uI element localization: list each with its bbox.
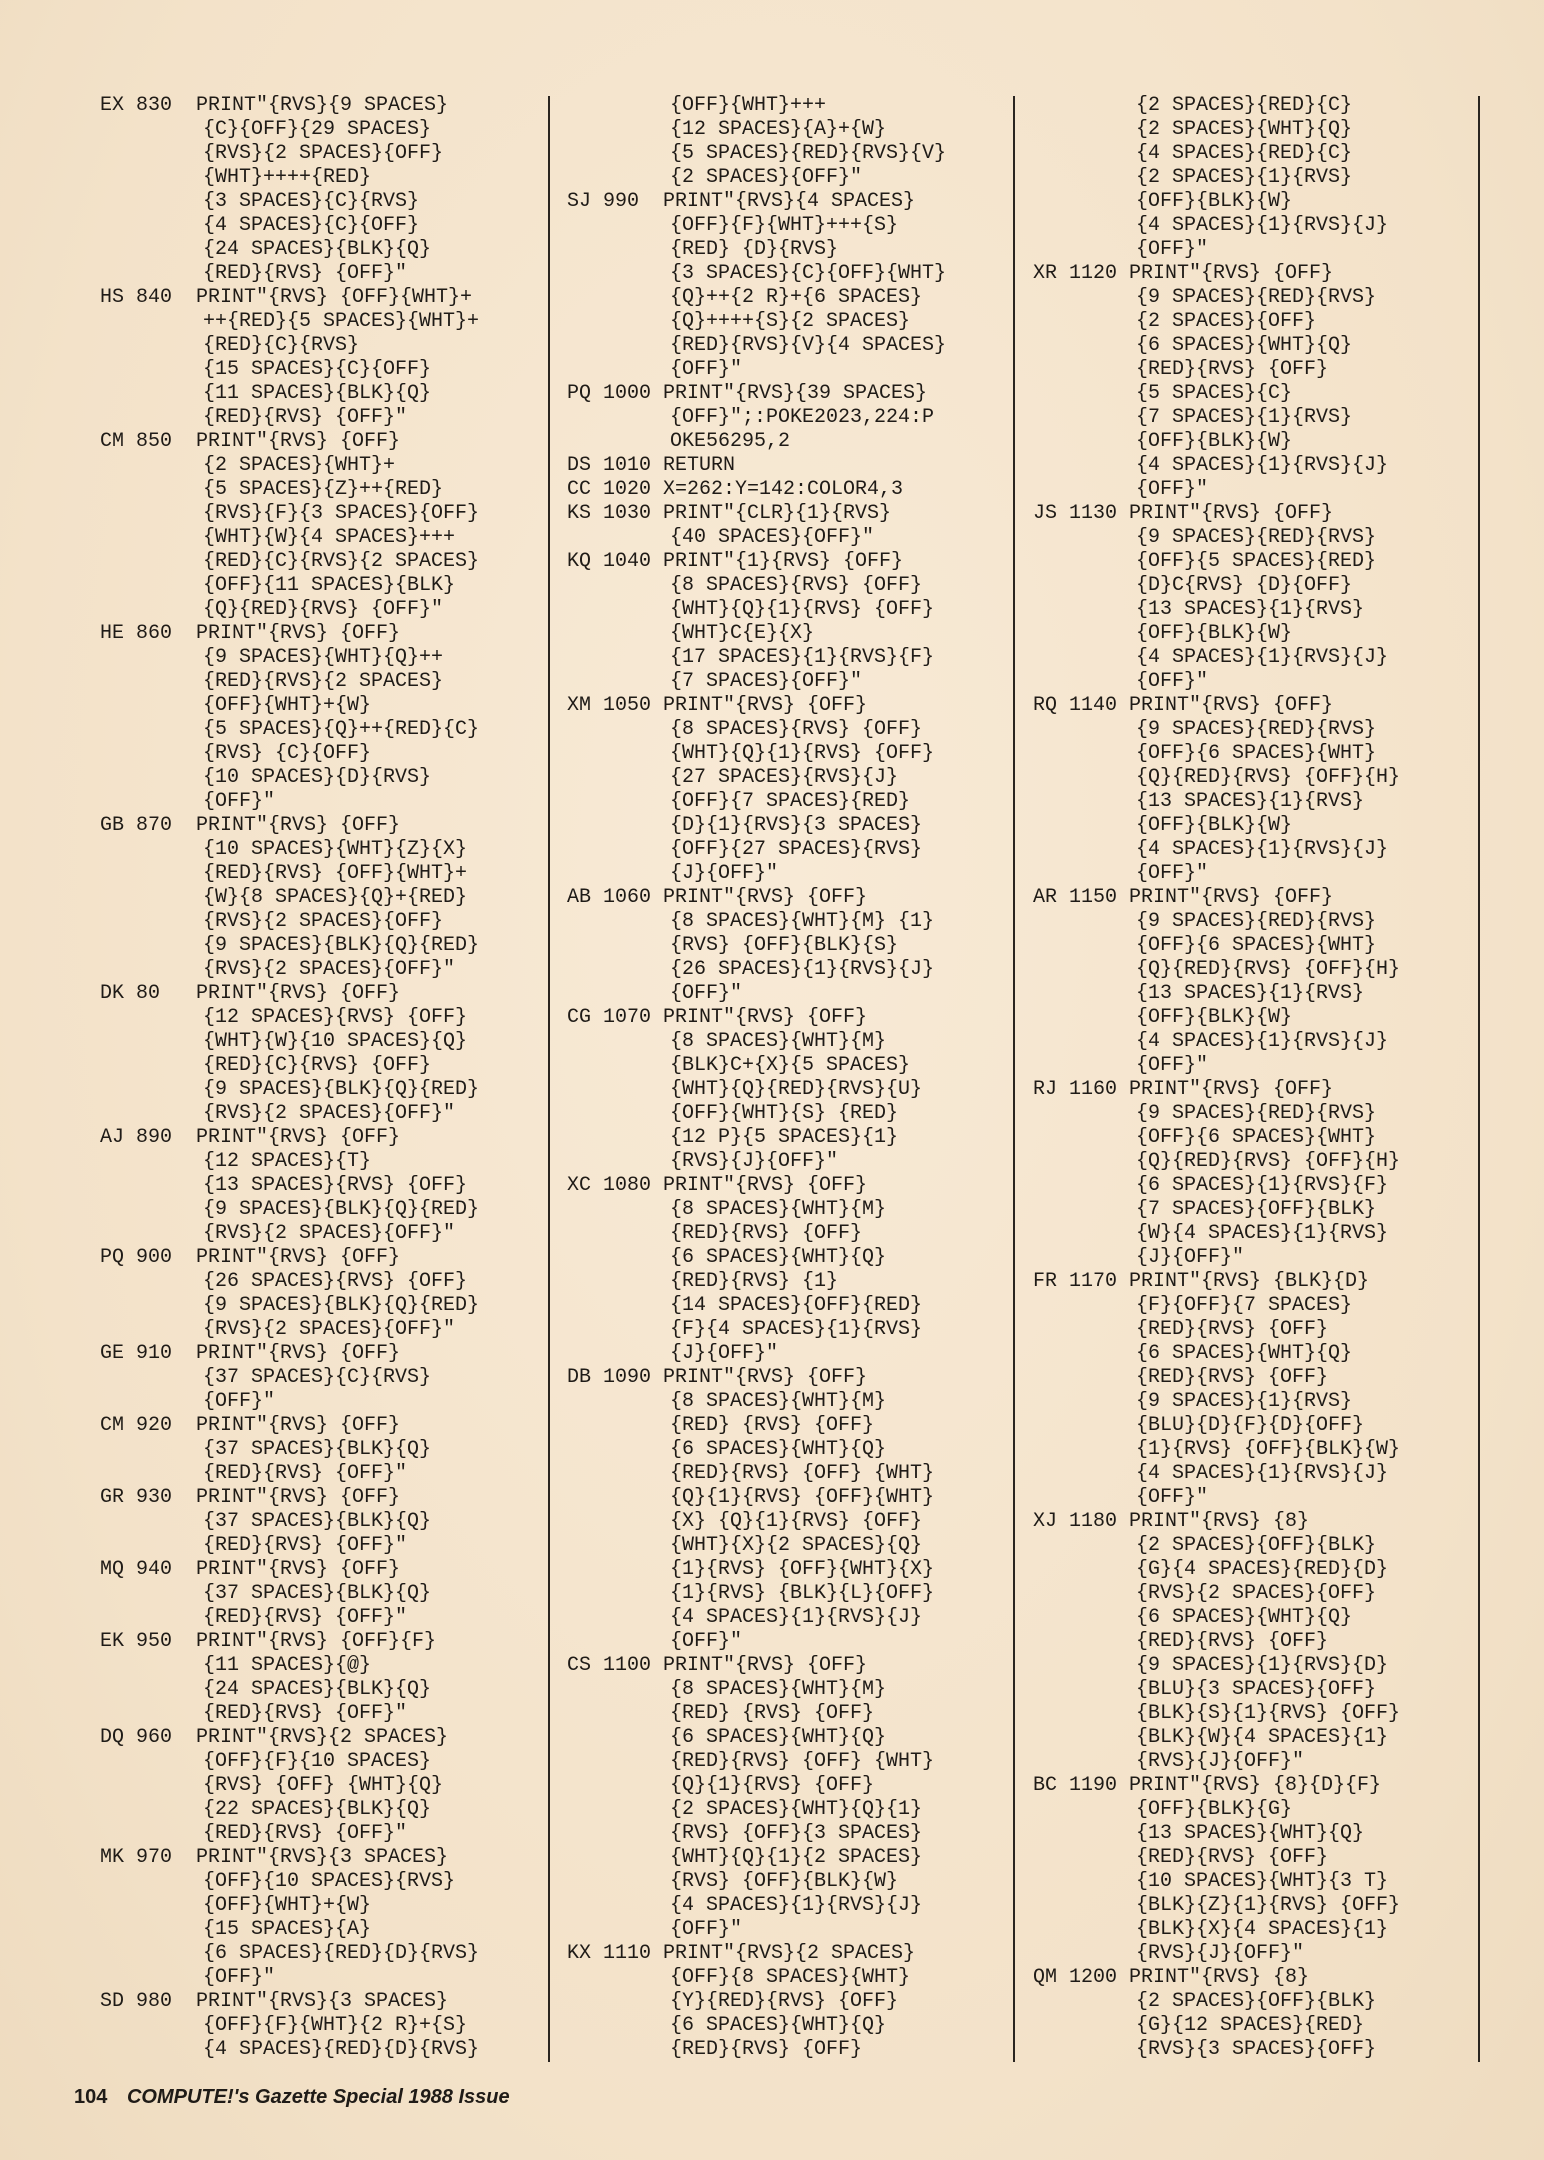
listing-line: {OFF}" [203,1966,276,1989]
listing-line: {9 SPACES}{BLK}{Q}{RED} [203,1078,480,1101]
listing-line-numbered: KX 1110 PRINT"{RVS}{2 SPACES} [567,1942,916,1965]
listing-line: {WHT}{X}{2 SPACES}{Q} [670,1534,923,1557]
listing-line: {3 SPACES}{C}{RVS} [203,190,420,213]
listing-line-numbered: CM 850 PRINT"{RVS} {OFF} [100,430,401,453]
listing-line: {J}{OFF}" [670,862,779,885]
listing-line: {RED}{RVS}{V}{4 SPACES} [670,334,947,357]
listing-line: {G}{12 SPACES}{RED} [1136,2014,1365,2037]
listing-line: {9 SPACES}{BLK}{Q}{RED} [203,1294,480,1317]
listing-line-numbered: AJ 890 PRINT"{RVS} {OFF} [100,1126,401,1149]
listing-line-numbered: CG 1070 PRINT"{RVS} {OFF} [567,1006,868,1029]
listing-line: {WHT}{Q}{RED}{RVS}{U} [670,1078,923,1101]
listing-line: {RED}{RVS} {OFF} {WHT} [670,1462,935,1485]
listing-line: {7 SPACES}{1}{RVS} [1136,406,1353,429]
listing-line: {WHT}C{E}{X} [670,622,815,645]
listing-line: {OFF}";:POKE2023,224:P [670,406,935,429]
listing-line: {WHT}{Q}{1}{RVS} {OFF} [670,742,935,765]
listing-line: {2 SPACES}{OFF}{BLK} [1136,1534,1377,1557]
listing-line: {G}{4 SPACES}{RED}{D} [1136,1558,1389,1581]
listing-line: {OFF}" [1136,1486,1209,1509]
listing-line: {WHT}{W}{4 SPACES}+++ [203,526,456,549]
listing-line: {6 SPACES}{WHT}{Q} [1136,1606,1353,1629]
listing-line: {W}{4 SPACES}{1}{RVS} [1136,1222,1389,1245]
listing-line: {F}{OFF}{7 SPACES} [1136,1294,1353,1317]
listing-line: {RVS}{J}{OFF}" [1136,1942,1305,1965]
listing-line: {OFF}{10 SPACES}{RVS} [203,1870,456,1893]
listing-entry [100,1630,562,1726]
listing-line: {X} {Q}{1}{RVS} {OFF} [670,1510,923,1533]
listing-line: {J}{OFF}" [670,1342,779,1365]
listing-line: {Q}{1}{RVS} {OFF} [670,1774,875,1797]
listing-line: {OFF}" [1136,478,1209,501]
listing-line: {RED}{RVS} {OFF}" [203,1822,408,1845]
listing-line: {4 SPACES}{1}{RVS}{J} [1136,646,1389,669]
listing-line: {8 SPACES}{WHT}{M} [670,1678,887,1701]
listing-line: {9 SPACES}{1}{RVS} [1136,1390,1353,1413]
listing-line: {OFF}{WHT}{S} {RED} [670,1102,899,1125]
listing-line: {D}C{RVS} {D}{OFF} [1136,574,1353,597]
listing-line-numbered: PQ 900 PRINT"{RVS} {OFF} [100,1246,401,1269]
listing-line: {12 SPACES}{A}+{W} [670,118,887,141]
listing-line: {9 SPACES}{RED}{RVS} [1136,1102,1377,1125]
listing-line: {RVS}{2 SPACES}{OFF} [1136,1582,1377,1605]
listing-line: {13 SPACES}{WHT}{Q} [1136,1822,1365,1845]
listing-line: {RED}{RVS} {OFF} [670,1222,863,1245]
listing-entry [567,886,1029,1006]
listing-line: {RED}{RVS}{2 SPACES} [203,670,444,693]
listing-line: {OFF}" [1136,670,1209,693]
listing-line: {8 SPACES}{WHT}{M} [670,1030,887,1053]
listing-line: {4 SPACES}{RED}{C} [1136,142,1353,165]
listing-line: {OFF}" [1136,1054,1209,1077]
listing-line-numbered: RQ 1140 PRINT"{RVS} {OFF} [1033,694,1334,717]
listing-line-numbered: MK 970 PRINT"{RVS}{3 SPACES} [100,1846,449,1869]
listing-entry [100,94,562,286]
listing-entry [100,982,562,1126]
listing-line: {4 SPACES}{RED}{D}{RVS} [203,2038,480,2061]
listing-line-numbered: JS 1130 PRINT"{RVS} {OFF} [1033,502,1334,525]
listing-entry [1033,94,1495,262]
listing-line: {5 SPACES}{Q}++{RED}{C} [203,718,480,741]
listing-line: {OFF}" [670,982,743,1005]
listing-line-numbered: EK 950 PRINT"{RVS} {OFF}{F} [100,1630,437,1653]
listing-line: {RED}{C}{RVS} {OFF} [203,1054,432,1077]
listing-line: {RED}{C}{RVS} [203,334,360,357]
listing-entry [100,1126,562,1246]
listing-line: {13 SPACES}{1}{RVS} [1136,982,1365,1005]
listing-entry [100,1246,562,1342]
listing-line: {5 SPACES}{RED}{RVS}{V} [670,142,947,165]
listing-line-numbered: XM 1050 PRINT"{RVS} {OFF} [567,694,868,717]
listing-line: {OFF}{BLK}{W} [1136,1006,1293,1029]
listing-line: {2 SPACES}{OFF}" [670,166,863,189]
listing-line: {2 SPACES}{WHT}{Q} [1136,118,1353,141]
listing-line: {9 SPACES}{RED}{RVS} [1136,526,1377,549]
listing-line: {6 SPACES}{WHT}{Q} [1136,1342,1353,1365]
listing-line: {1}{RVS} {OFF}{BLK}{W} [1136,1438,1401,1461]
listing-line: {17 SPACES}{1}{RVS}{F} [670,646,935,669]
listing-line-numbered: SJ 990 PRINT"{RVS}{4 SPACES} [567,190,916,213]
listing-line: {12 SPACES}{RVS} {OFF} [203,1006,468,1029]
listing-line-numbered: HS 840 PRINT"{RVS} {OFF}{WHT}+ [100,286,473,309]
listing-entry [100,430,562,622]
listing-line-numbered: XR 1120 PRINT"{RVS} {OFF} [1033,262,1334,285]
listing-line: {13 SPACES}{1}{RVS} [1136,598,1365,621]
listing-entry [567,550,1029,694]
listing-line: {RVS} {OFF}{BLK}{W} [670,1870,899,1893]
listing-line: {OFF}{WHT}+{W} [203,1894,372,1917]
listing-line: {9 SPACES}{BLK}{Q}{RED} [203,934,480,957]
listing-line: {6 SPACES}{WHT}{Q} [670,1726,887,1749]
listing-line-numbered: FR 1170 PRINT"{RVS} {BLK}{D} [1033,1270,1370,1293]
listing-line-numbered: KS 1030 PRINT"{CLR}{1}{RVS} [567,502,892,525]
listing-line: {8 SPACES}{WHT}{M} {1} [670,910,935,933]
listing-line: {7 SPACES}{OFF}{BLK} [1136,1198,1377,1221]
listing-column-3 [1033,94,1495,2062]
listing-entry [100,1990,562,2062]
listing-entry [567,1006,1029,1174]
listing-line: {RED}{RVS} {OFF} [1136,1630,1329,1653]
listing-line: {6 SPACES}{WHT}{Q} [670,2014,887,2037]
listing-line: {9 SPACES}{RED}{RVS} [1136,718,1377,741]
listing-line: {OFF}" [203,790,276,813]
listing-line: {RVS}{2 SPACES}{OFF} [203,910,444,933]
listing-line: {9 SPACES}{BLK}{Q}{RED} [203,1198,480,1221]
listing-line-numbered: RJ 1160 PRINT"{RVS} {OFF} [1033,1078,1334,1101]
listing-line: {15 SPACES}{A} [203,1918,372,1941]
listing-line: {5 SPACES}{C} [1136,382,1293,405]
listing-entry [567,1366,1029,1654]
listing-line-numbered: AR 1150 PRINT"{RVS} {OFF} [1033,886,1334,909]
listing-line: {Q}{RED}{RVS} {OFF}" [203,598,444,621]
listing-line-numbered: KQ 1040 PRINT"{1}{RVS} {OFF} [567,550,904,573]
listing-line-numbered: DB 1090 PRINT"{RVS} {OFF} [567,1366,868,1389]
listing-line: {C}{OFF}{29 SPACES} [203,118,432,141]
listing-entry [100,1726,562,1846]
listing-line: {9 SPACES}{WHT}{Q}++ [203,646,444,669]
listing-line: {13 SPACES}{1}{RVS} [1136,790,1365,813]
listing-entry [1033,886,1495,1078]
listing-entry [1033,1078,1495,1270]
listing-line: {RVS} {C}{OFF} [203,742,372,765]
listing-line: {8 SPACES}{RVS} {OFF} [670,574,923,597]
listing-line: {OFF}{5 SPACES}{RED} [1136,550,1377,573]
listing-line: {OFF}{7 SPACES}{RED} [670,790,911,813]
listing-line: {BLK}C+{X}{5 SPACES} [670,1054,911,1077]
listing-line: {RVS}{3 SPACES}{OFF} [1136,2038,1377,2061]
listing-line: {9 SPACES}{RED}{RVS} [1136,910,1377,933]
listing-line: {24 SPACES}{BLK}{Q} [203,1678,432,1701]
listing-line: {RED}{RVS} {1} [670,1270,839,1293]
listing-entry [1033,1774,1495,1966]
listing-line: {RVS}{J}{OFF}" [1136,1750,1305,1773]
listing-line: {RED}{RVS} {OFF}" [203,1462,408,1485]
listing-entry [100,1414,562,1486]
listing-entry [100,1342,562,1414]
listing-line-numbered: CC 1020 X=262:Y=142:COLOR4,3 [567,478,904,501]
listing-line: {2 SPACES}{OFF} [1136,310,1317,333]
listing-line: {RED}{RVS} {OFF} {WHT} [670,1750,935,1773]
listing-line-numbered: CM 920 PRINT"{RVS} {OFF} [100,1414,401,1437]
listing-line-numbered: CS 1100 PRINT"{RVS} {OFF} [567,1654,868,1677]
listing-line: {4 SPACES}{1}{RVS}{J} [670,1894,923,1917]
listing-line: {37 SPACES}{C}{RVS} [203,1366,432,1389]
listing-line: {37 SPACES}{BLK}{Q} [203,1582,432,1605]
listing-line-numbered: XJ 1180 PRINT"{RVS} {8} [1033,1510,1310,1533]
listing-line: {RED}{RVS} {OFF}" [203,262,408,285]
listing-entry [567,694,1029,886]
listing-line: {J}{OFF}" [1136,1246,1245,1269]
listing-line: {4 SPACES}{1}{RVS}{J} [1136,1030,1389,1053]
listing-line: {11 SPACES}{BLK}{Q} [203,382,432,405]
listing-line: {5 SPACES}{Z}++{RED} [203,478,444,501]
listing-entry [567,1654,1029,1942]
listing-line: {4 SPACES}{1}{RVS}{J} [670,1606,923,1629]
listing-entry [1033,694,1495,886]
listing-line-numbered: MQ 940 PRINT"{RVS} {OFF} [100,1558,401,1581]
listing-line: {RVS} {OFF}{BLK}{S} [670,934,899,957]
listing-line: {2 SPACES}{WHT}+ [203,454,396,477]
listing-line: {26 SPACES}{1}{RVS}{J} [670,958,935,981]
listing-entry [100,1846,562,1990]
listing-line: {RED}{RVS} {OFF}" [203,1606,408,1629]
listing-line: {Y}{RED}{RVS} {OFF} [670,1990,899,2013]
listing-line: {RED}{RVS} {OFF}" [203,406,408,429]
listing-line: {4 SPACES}{1}{RVS}{J} [1136,454,1389,477]
page-number: 104 [74,2086,108,2108]
listing-entry [1033,1270,1495,1510]
listing-line-numbered: DQ 960 PRINT"{RVS}{2 SPACES} [100,1726,449,1749]
listing-entry [567,502,1029,550]
listing-line: {26 SPACES}{RVS} {OFF} [203,1270,468,1293]
listing-line: {12 P}{5 SPACES}{1} [670,1126,899,1149]
listing-line: {8 SPACES}{WHT}{M} [670,1198,887,1221]
listing-line: {OFF}{BLK}{W} [1136,814,1293,837]
listing-line-numbered: PQ 1000 PRINT"{RVS}{39 SPACES} [567,382,928,405]
listing-line: {RED}{RVS} {OFF} [1136,1366,1329,1389]
listing-line: {22 SPACES}{BLK}{Q} [203,1798,432,1821]
listing-line-numbered: EX 830 PRINT"{RVS}{9 SPACES} [100,94,449,117]
listing-line: {4 SPACES}{1}{RVS}{J} [1136,838,1389,861]
listing-line: {RVS}{J}{OFF}" [670,1150,839,1173]
listing-line: {RVS}{2 SPACES}{OFF}" [203,958,456,981]
listing-line: {OFF}{F}{WHT}{2 R}+{S} [203,2014,468,2037]
listing-line: {BLU}{3 SPACES}{OFF} [1136,1678,1377,1701]
listing-line: {14 SPACES}{OFF}{RED} [670,1294,923,1317]
listing-line: {4 SPACES}{1}{RVS}{J} [1136,214,1389,237]
listing-line: {D}{1}{RVS}{3 SPACES} [670,814,923,837]
listing-line: {6 SPACES}{WHT}{Q} [670,1438,887,1461]
listing-line-numbered: HE 860 PRINT"{RVS} {OFF} [100,622,401,645]
listing-line-numbered: GE 910 PRINT"{RVS} {OFF} [100,1342,401,1365]
listing-line: {RED}{RVS} {OFF} [1136,1318,1329,1341]
listing-line: {RVS}{2 SPACES}{OFF}" [203,1222,456,1245]
listing-line: {11 SPACES}{@} [203,1654,372,1677]
listing-line: {OFF}" [203,1390,276,1413]
listing-line: {RED}{RVS} {OFF} [1136,358,1329,381]
listing-line: {RED}{RVS} {OFF}" [203,1702,408,1725]
listing-line: {10 SPACES}{WHT}{3 T} [1136,1870,1389,1893]
listing-line: {OFF}{F}{WHT}+++{S} [670,214,899,237]
listing-line-numbered: QM 1200 PRINT"{RVS} {8} [1033,1966,1310,1989]
listing-line: {1}{RVS} {BLK}{L}{OFF} [670,1582,935,1605]
listing-entry [567,94,1029,190]
listing-line: {10 SPACES}{D}{RVS} [203,766,432,789]
page-footer [74,2086,510,2109]
listing-line: {27 SPACES}{RVS}{J} [670,766,899,789]
listing-line: {40 SPACES}{OFF}" [670,526,875,549]
listing-line: {8 SPACES}{RVS} {OFF} [670,718,923,741]
listing-entry [567,1174,1029,1366]
listing-line: {RED}{RVS} {OFF} [1136,1846,1329,1869]
listing-line-numbered: SD 980 PRINT"{RVS}{3 SPACES} [100,1990,449,2013]
listing-line: {6 SPACES}{WHT}{Q} [1136,334,1353,357]
listing-line-numbered: BC 1190 PRINT"{RVS} {8}{D}{F} [1033,1774,1382,1797]
listing-line: {10 SPACES}{WHT}{Z}{X} [203,838,468,861]
listing-entry [567,1942,1029,2062]
listing-line: {OFF}{27 SPACES}{RVS} [670,838,923,861]
listing-line: {4 SPACES}{1}{RVS}{J} [1136,1462,1389,1485]
listing-line: {WHT}{Q}{1}{RVS} {OFF} [670,598,935,621]
listing-line: {BLU}{D}{F}{D}{OFF} [1136,1414,1365,1437]
listing-line-numbered: AB 1060 PRINT"{RVS} {OFF} [567,886,868,909]
listing-line: {15 SPACES}{C}{OFF} [203,358,432,381]
listing-entry [1033,1966,1495,2062]
listing-line: {RVS}{F}{3 SPACES}{OFF} [203,502,480,525]
listing-line: {OFF}{BLK}{W} [1136,430,1293,453]
listing-line: {3 SPACES}{C}{OFF}{WHT} [670,262,947,285]
listing-line: {OFF}{6 SPACES}{WHT} [1136,1126,1377,1149]
listing-line: {37 SPACES}{BLK}{Q} [203,1510,432,1533]
listing-line: {BLK}{X}{4 SPACES}{1} [1136,1918,1389,1941]
listing-line: {BLK}{S}{1}{RVS} {OFF} [1136,1702,1401,1725]
listing-line: {OFF}{6 SPACES}{WHT} [1136,742,1377,765]
listing-entry [100,1558,562,1630]
listing-entry [567,190,1029,382]
listing-column-2 [567,94,1029,2062]
listing-line: {2 SPACES}{RED}{C} [1136,94,1353,117]
listing-line: {Q}{RED}{RVS} {OFF}{H} [1136,958,1401,981]
listing-line: {2 SPACES}{1}{RVS} [1136,166,1353,189]
listing-line: {RED} {D}{RVS} [670,238,839,261]
listing-line: {Q}{1}{RVS} {OFF}{WHT} [670,1486,935,1509]
listing-line: {RVS}{2 SPACES}{OFF}" [203,1318,456,1341]
listing-line: {RED}{RVS} {OFF} [670,2038,863,2061]
listing-line-numbered: XC 1080 PRINT"{RVS} {OFF} [567,1174,868,1197]
listing-line: {4 SPACES}{C}{OFF} [203,214,420,237]
listing-line: {RVS} {OFF} {WHT}{Q} [203,1774,444,1797]
listing-line: {RED}{RVS} {OFF}{WHT}+ [203,862,468,885]
listing-line: {OFF}" [670,1918,743,1941]
listing-line: {RED} {RVS} {OFF} [670,1702,875,1725]
listing-entry [567,382,1029,454]
listing-line: {Q}++{2 R}+{6 SPACES} [670,286,923,309]
listing-entry [1033,502,1495,694]
listing-line-numbered: DK 80 PRINT"{RVS} {OFF} [100,982,401,1005]
listing-line-numbered: DS 1010 RETURN [567,454,736,477]
listing-line: {OFF}{6 SPACES}{WHT} [1136,934,1377,957]
listing-entry [100,1486,562,1558]
listing-line: {6 SPACES}{1}{RVS}{F} [1136,1174,1389,1197]
listing-line: {8 SPACES}{WHT}{M} [670,1390,887,1413]
listing-line: {RED}{C}{RVS}{2 SPACES} [203,550,480,573]
listing-line: {OFF}{F}{10 SPACES} [203,1750,432,1773]
listing-line: {OFF}" [670,1630,743,1653]
listing-line: {OFF}" [670,358,743,381]
listing-line: {6 SPACES}{WHT}{Q} [670,1246,887,1269]
listing-line: {OFF}" [1136,238,1209,261]
listing-line: {24 SPACES}{BLK}{Q} [203,238,432,261]
listing-line: {Q}{RED}{RVS} {OFF}{H} [1136,766,1401,789]
listing-line: {OFF}{BLK}{G} [1136,1798,1293,1821]
listing-line: {RED}{RVS} {OFF}" [203,1534,408,1557]
listing-entry [100,814,562,982]
listing-entry [1033,262,1495,502]
listing-entry [567,478,1029,502]
listing-column-1 [100,94,562,2062]
listing-line: ++{RED}{5 SPACES}{WHT}+ [203,310,480,333]
listing-line: {OFF}{WHT}+{W} [203,694,372,717]
listing-line: {Q}{RED}{RVS} {OFF}{H} [1136,1150,1401,1173]
listing-line: {BLK}{W}{4 SPACES}{1} [1136,1726,1389,1749]
listing-entry [567,454,1029,478]
listing-line: {37 SPACES}{BLK}{Q} [203,1438,432,1461]
listing-line: {RED} {RVS} {OFF} [670,1414,875,1437]
listing-line: {RVS}{2 SPACES}{OFF}" [203,1102,456,1125]
listing-line: {2 SPACES}{OFF}{BLK} [1136,1990,1377,2013]
listing-entry [100,286,562,430]
listing-line: {WHT}++++{RED} [203,166,372,189]
listing-line: {2 SPACES}{WHT}{Q}{1} [670,1798,923,1821]
listing-line: {6 SPACES}{RED}{D}{RVS} [203,1942,480,1965]
listing-line: {BLK}{Z}{1}{RVS} {OFF} [1136,1894,1401,1917]
publication-title: COMPUTE!'s Gazette Special 1988 Issue [126,2086,510,2108]
listing-line: {OFF}{WHT}+++ [670,94,827,117]
listing-line: OKE56295,2 [670,430,791,453]
listing-line: {WHT}{Q}{1}{2 SPACES} [670,1846,923,1869]
listing-line: {OFF}{BLK}{W} [1136,622,1293,645]
listing-line: {RVS}{2 SPACES}{OFF} [203,142,444,165]
listing-line: {12 SPACES}{T} [203,1150,372,1173]
listing-line: {OFF}{8 SPACES}{WHT} [670,1966,911,1989]
listing-line: {OFF}{11 SPACES}{BLK} [203,574,456,597]
listing-line: {W}{8 SPACES}{Q}+{RED} [203,886,468,909]
listing-line: {13 SPACES}{RVS} {OFF} [203,1174,468,1197]
listing-line-numbered: GB 870 PRINT"{RVS} {OFF} [100,814,401,837]
listing-line: {Q}++++{S}{2 SPACES} [670,310,911,333]
listing-line: {1}{RVS} {OFF}{WHT}{X} [670,1558,935,1581]
listing-line: {9 SPACES}{1}{RVS}{D} [1136,1654,1389,1677]
listing-entry [100,622,562,814]
listing-entry [1033,1510,1495,1774]
listing-line: {9 SPACES}{RED}{RVS} [1136,286,1377,309]
listing-line: {RVS} {OFF}{3 SPACES} [670,1822,923,1845]
listing-line: {F}{4 SPACES}{1}{RVS} [670,1318,923,1341]
listing-line: {OFF}" [1136,862,1209,885]
listing-line: {OFF}{BLK}{W} [1136,190,1293,213]
listing-line-numbered: GR 930 PRINT"{RVS} {OFF} [100,1486,401,1509]
listing-line: {WHT}{W}{10 SPACES}{Q} [203,1030,468,1053]
listing-line: {7 SPACES}{OFF}" [670,670,863,693]
